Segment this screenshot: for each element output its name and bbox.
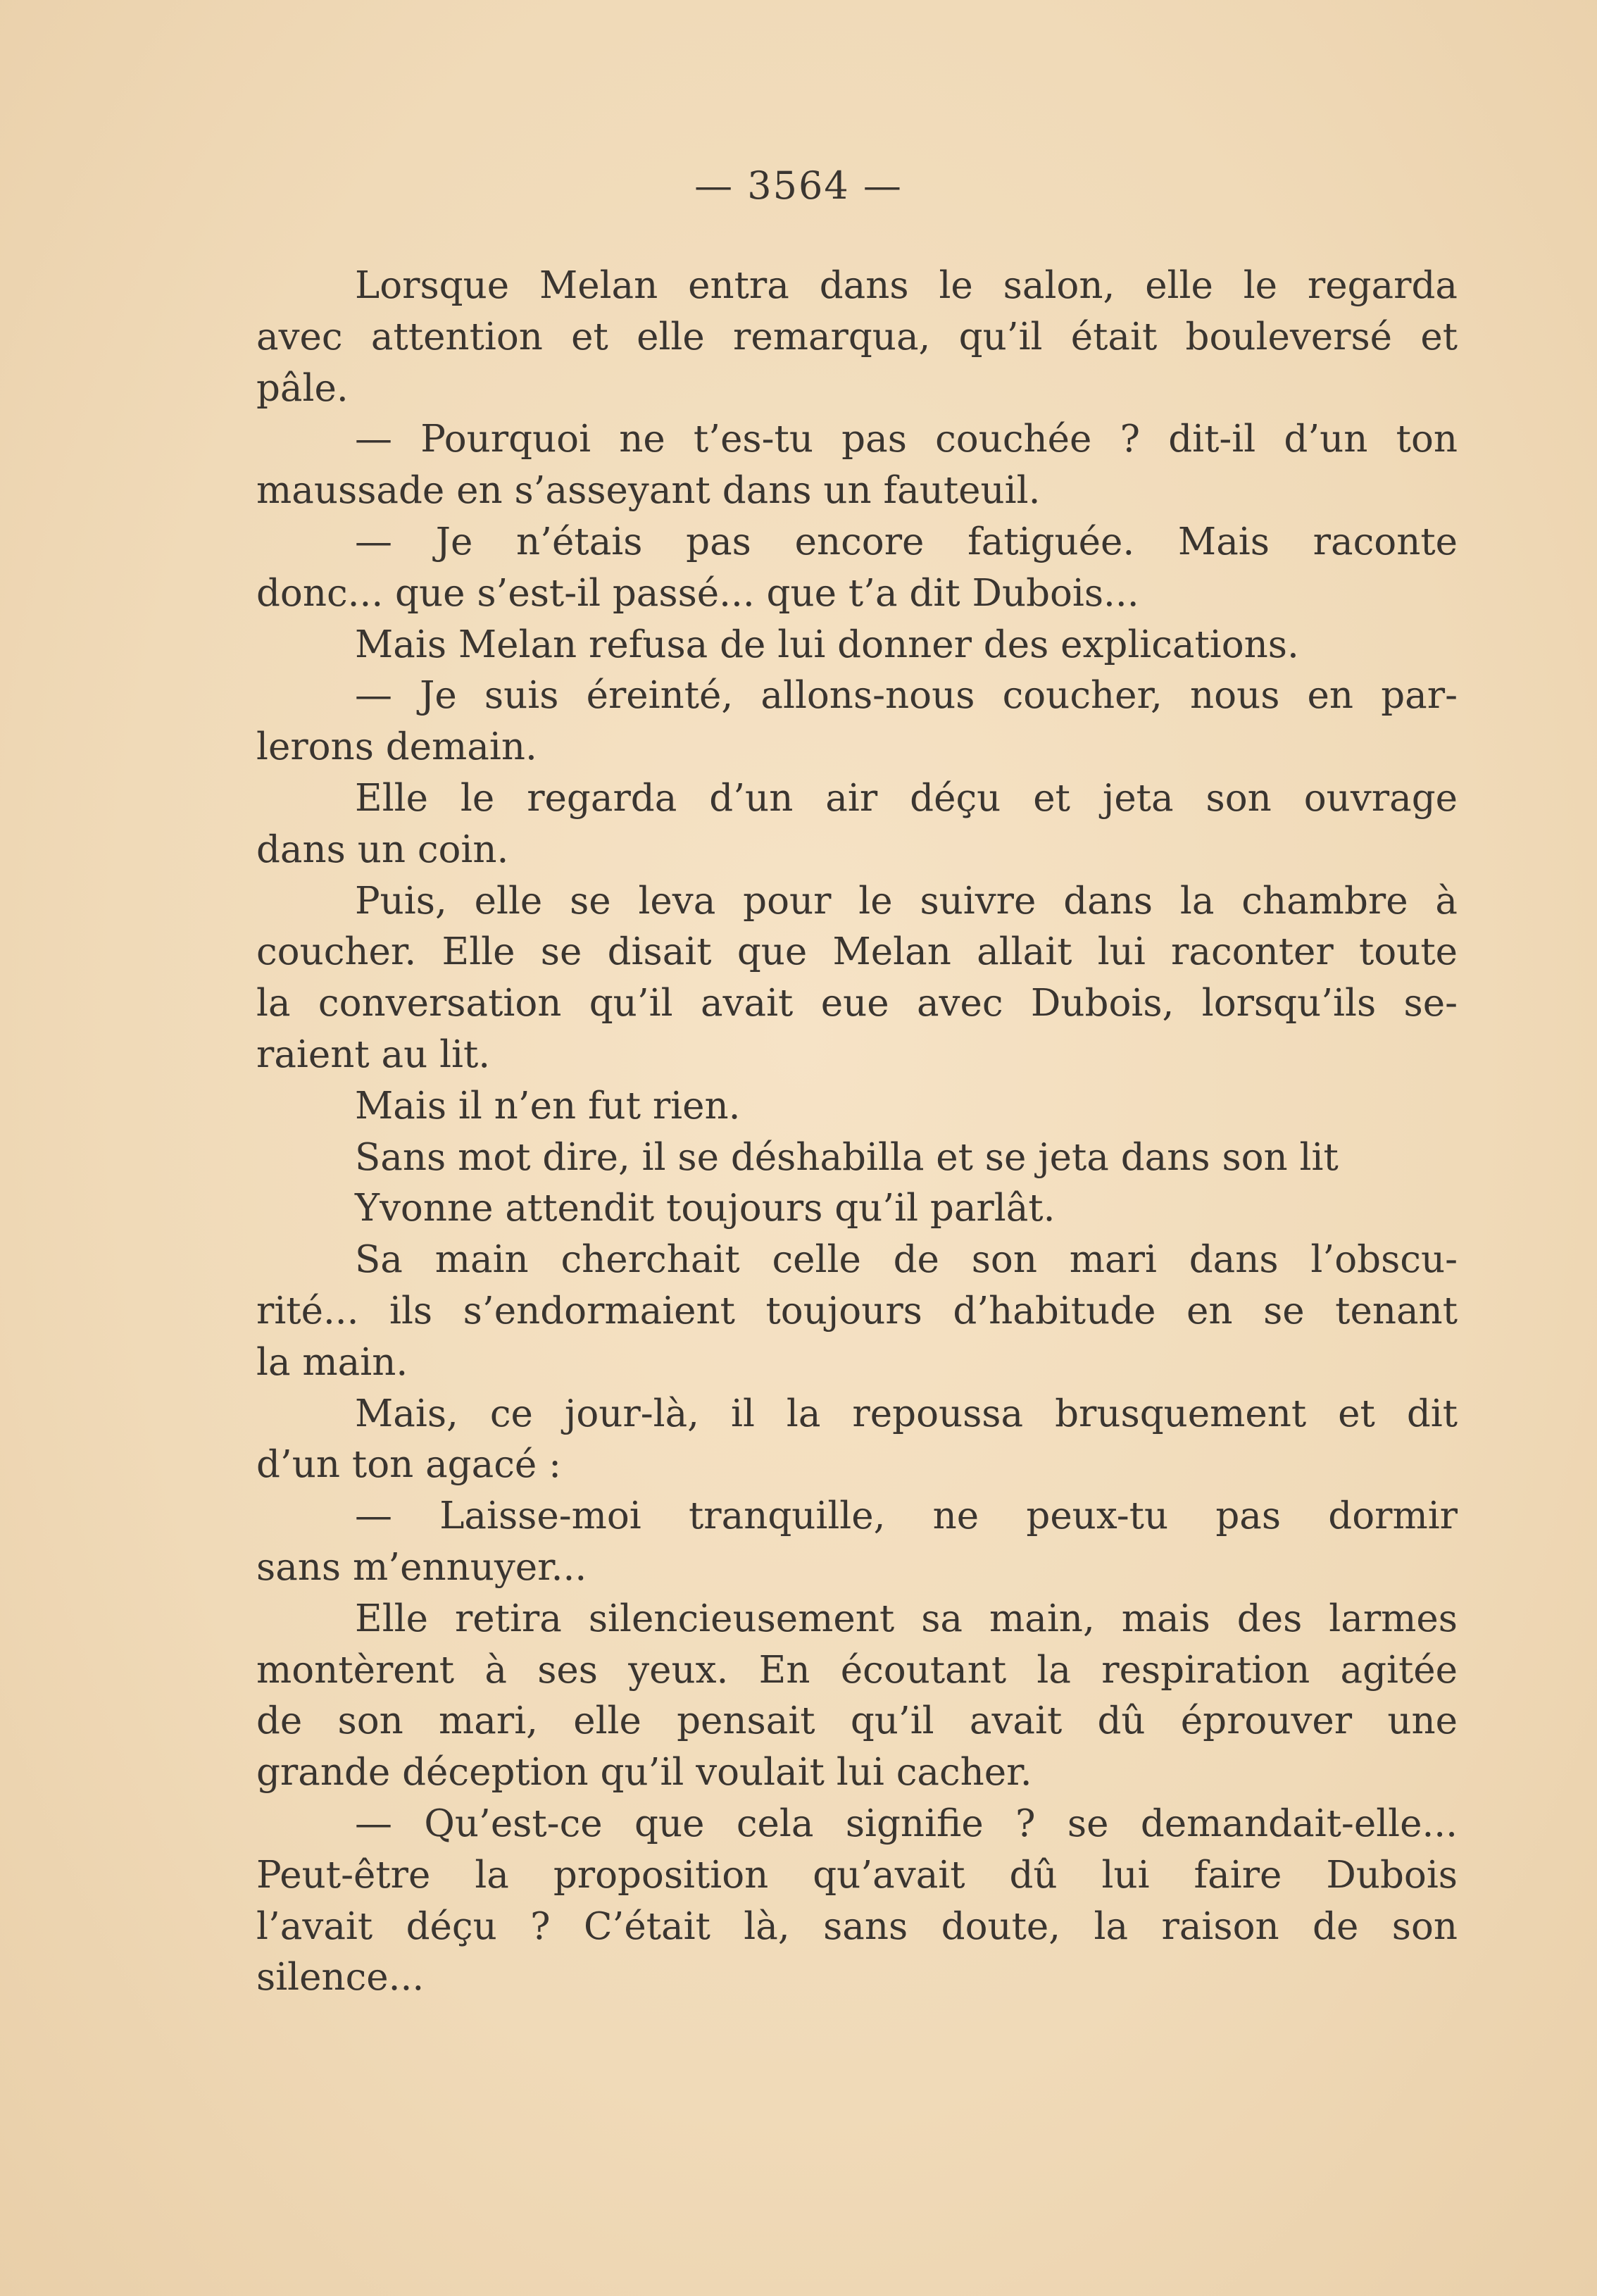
text-line: l’avait déçu ? C’était là, sans doute, la raison de son [256,1904,1458,1948]
body-text [256,261,1458,2004]
text-line: raient au lit. [256,1032,491,1076]
paragraph [256,1081,1458,1133]
paragraph [256,1133,1458,1184]
text-line: Lorsque Melan entra dans le salon, elle le regarda [355,264,1458,307]
paragraph [256,670,1458,773]
text-line: donc... que s’est-il passé... que t’a dit Dubois... [256,571,1139,615]
text-line: Mais il n’en fut rien. [355,1084,741,1128]
text-line: la conversation qu’il avait eue avec Dubois, lorsqu’ils se- [256,982,1458,1025]
text-line: maussade en s’asseyant dans un fauteuil. [256,469,1041,513]
text-line: rité... ils s’endormaient toujours d’habitude en se tenant [256,1289,1458,1333]
text-line: grande déception qu’il voulait lui cacher. [256,1751,1032,1795]
paragraph [256,261,1458,414]
page-number: — 3564 — [694,163,903,208]
text-line: Elle le regarda d’un air déçu et jeta son ouvrage [355,776,1458,820]
text-line: avec attention et elle remarqua, qu’il était bouleversé et [256,315,1458,358]
text-line: Puis, elle se leva pour le suivre dans la chambre à [355,879,1458,923]
text-line: sans m’ennuyer... [256,1545,587,1589]
text-line: Mais Melan refusa de lui donner des explications. [355,623,1299,666]
text-line: dans un coin. [256,828,509,871]
text-line: Mais, ce jour-là, il la repoussa brusquement et dit [355,1392,1458,1435]
text-line: — Je suis éreinté, allons-nous coucher, nous en par- [355,674,1458,718]
text-line: — Laisse-moi tranquille, ne peux-tu pas dormir [355,1495,1458,1538]
paragraph [256,1491,1458,1594]
text-line: Yvonne attendit toujours qu’il parlât. [355,1187,1056,1230]
text-line: — Pourquoi ne t’es-tu pas couchée ? dit-il d’un ton [355,418,1458,461]
paragraph [256,773,1458,876]
text-line: d’un ton agacé : [256,1443,561,1487]
text-line: Sans mot dire, il se déshabilla et se jeta dans son lit [355,1135,1339,1179]
paragraph [256,1235,1458,1388]
text-line: coucher. Elle se disait que Melan allait lui raconter toute [256,930,1458,974]
paragraph [256,1799,1458,2004]
text-line: lerons demain. [256,725,537,769]
paragraph [256,517,1458,620]
text-line: Peut-être la proposition qu’avait dû lui faire Dubois [256,1853,1458,1897]
text-line: — Je n’étais pas encore fatiguée. Mais raconte [355,520,1458,563]
paragraph [256,1389,1458,1492]
text-line: — Qu’est-ce que cela signifie ? se demandait-elle... [355,1802,1458,1845]
paragraph [256,620,1458,671]
text-line: silence... [256,1956,425,1999]
paragraph [256,1183,1458,1235]
text-line: Elle retira silencieusement sa main, mais des larmes [355,1597,1458,1640]
text-line: de son mari, elle pensait qu’il avait dû éprouver une [256,1699,1458,1743]
paragraph [256,876,1458,1081]
paragraph [256,414,1458,517]
text-line: la main. [256,1340,408,1384]
text-line: pâle. [256,366,349,410]
text-line: Sa main cherchait celle de son mari dans l’obscu- [355,1238,1458,1282]
paragraph [256,1594,1458,1799]
text-line: montèrent à ses yeux. En écoutant la respiration agitée [256,1648,1458,1692]
